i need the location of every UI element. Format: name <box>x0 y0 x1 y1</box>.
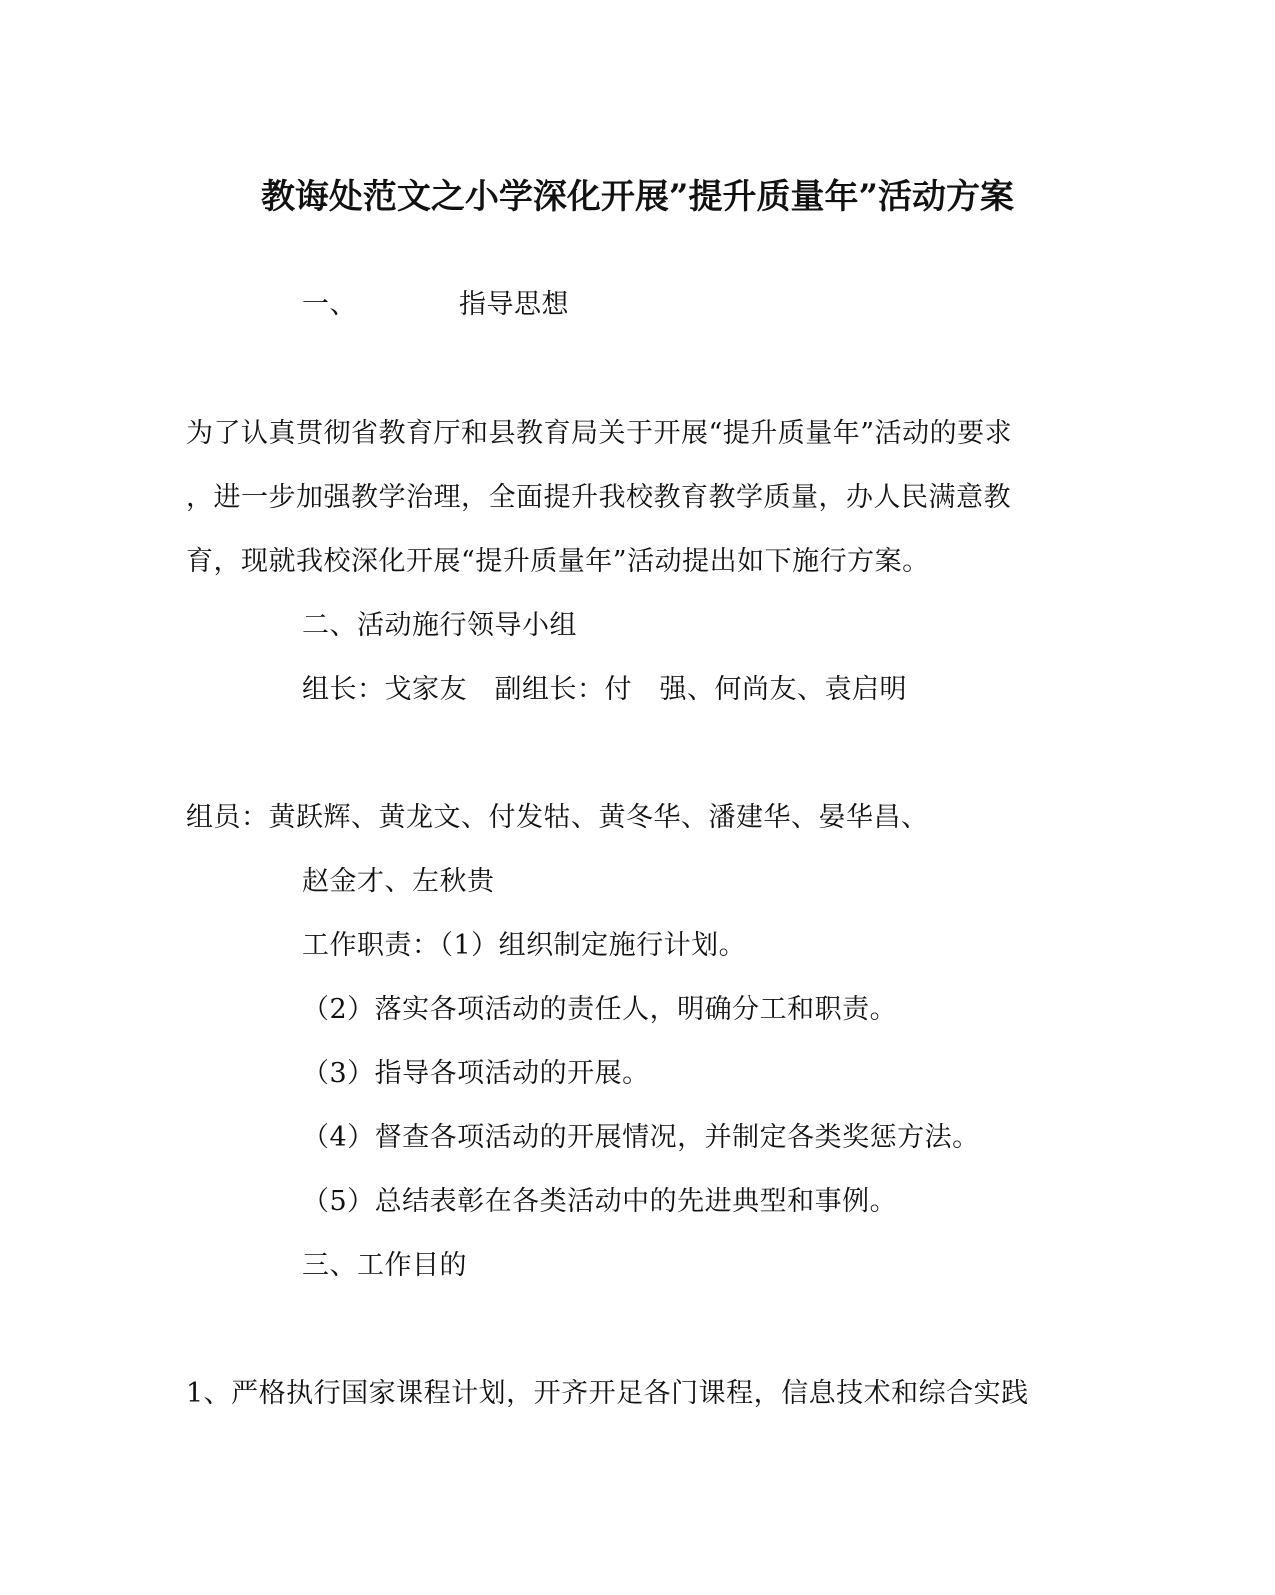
members-line-2: 赵金才、左秋贵 <box>302 866 495 897</box>
intro-paragraph-line-1: 为了认真贯彻省教育厅和县教育局关于开展“提升质量年”活动的要求 <box>186 418 1013 449</box>
duties-line-5: （5）总结表彰在各类活动中的先进典型和事例。 <box>302 1186 898 1217</box>
duties-line-4: （4）督查各项活动的开展情况，并制定各类奖惩方法。 <box>302 1122 980 1153</box>
section-3-heading: 三、工作目的 <box>302 1250 467 1281</box>
members-line-1: 组员：黄跃辉、黄龙文、付发牯、黄冬华、潘建华、晏华昌、 <box>186 802 929 833</box>
goal-1-line: 1、严格执行国家课程计划，开齐开足各门课程，信息技术和综合实践 <box>186 1378 1029 1409</box>
section-1-heading: 指导思想 <box>459 289 569 320</box>
intro-paragraph-line-3: 育，现就我校深化开展“提升质量年”活动提出如下施行方案。 <box>186 546 930 577</box>
section-1-number: 一、 <box>302 289 357 320</box>
duties-line-1: 工作职责：（1）组织制定施行计划。 <box>302 930 747 961</box>
duties-line-2: （2）落实各项活动的责任人，明确分工和职责。 <box>302 994 898 1025</box>
leaders-line: 组长：戈家友 副组长：付 强、何尚友、袁启明 <box>302 674 907 705</box>
document-title: 教诲处范文之小学深化开展”提升质量年”活动方案 <box>260 177 1015 217</box>
intro-paragraph-line-2: ，进一步加强教学治理，全面提升我校教育教学质量，办人民满意教 <box>186 482 1011 513</box>
section-2-heading: 二、活动施行领导小组 <box>302 610 577 641</box>
duties-line-3: （3）指导各项活动的开展。 <box>302 1058 650 1089</box>
